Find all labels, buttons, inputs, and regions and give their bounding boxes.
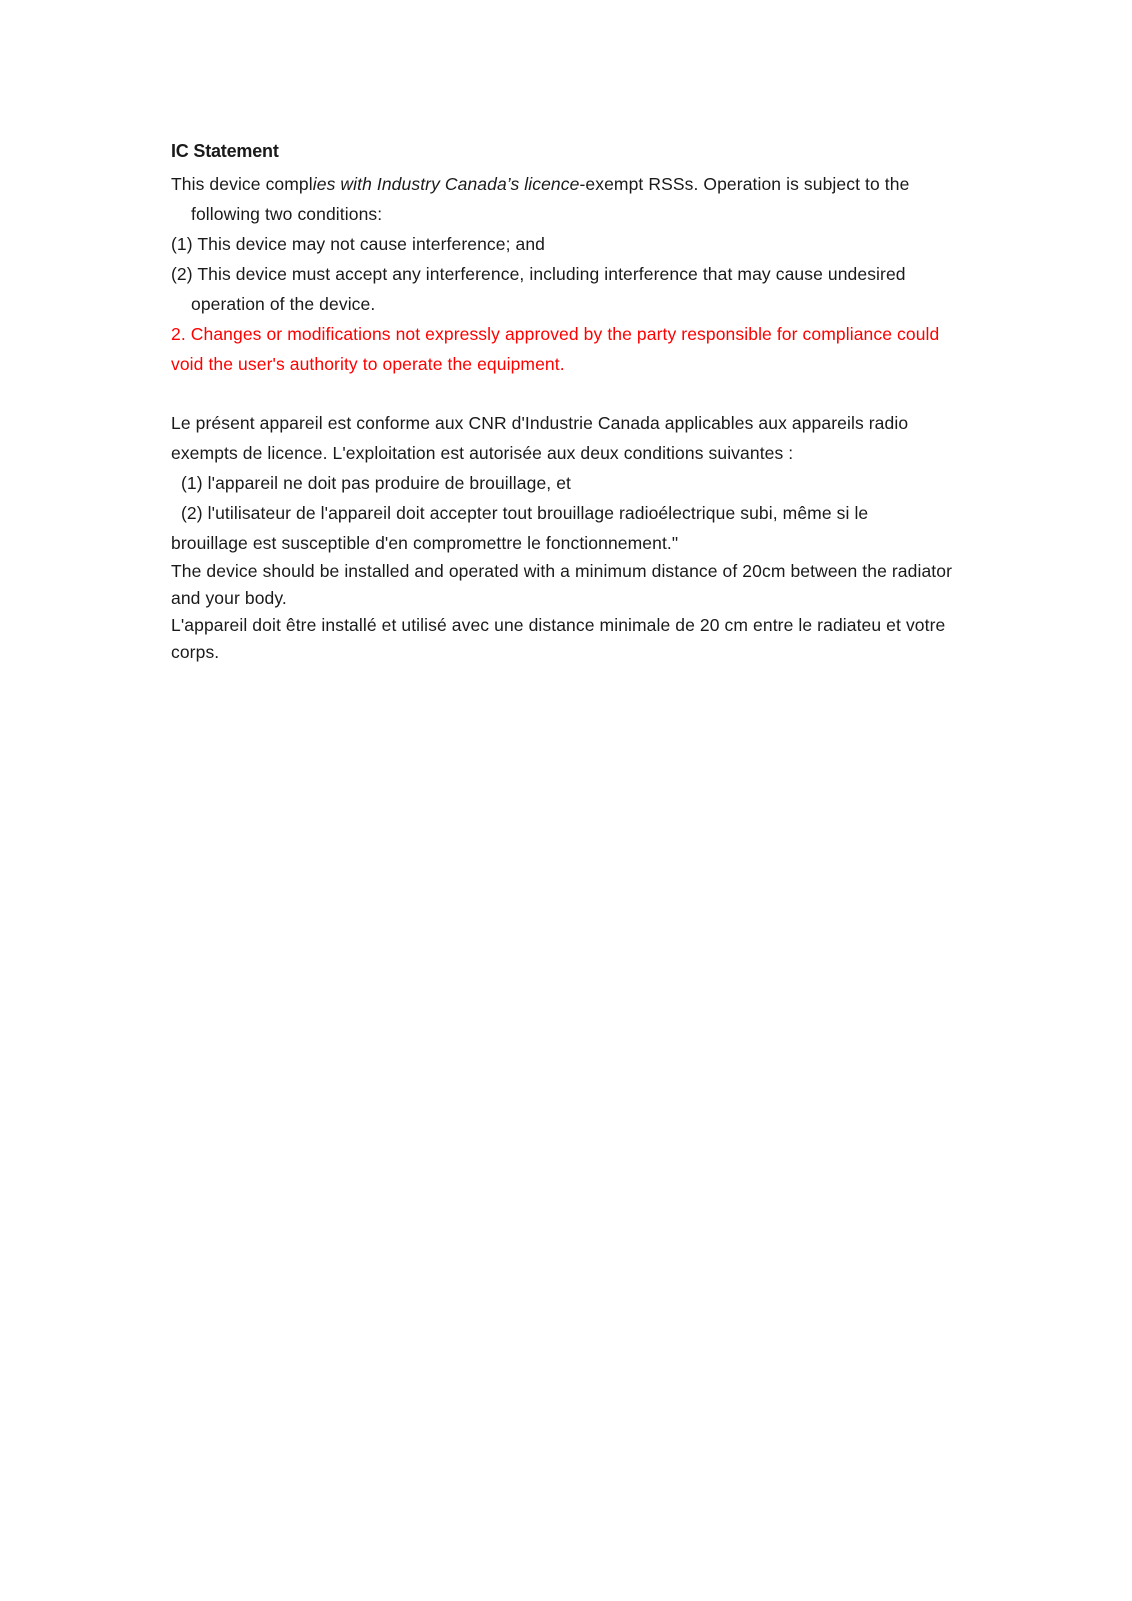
en-compliance-part-2: ies with Industry Canada’s licence <box>312 174 580 194</box>
fr-distance-statement: L'appareil doit être installé et utilisé avec une distance minimale de 20 cm entre le radiateu et votre corps. <box>171 615 946 662</box>
en-compliance-part-3: -exempt RSSs. Operation is subject to the following two conditions: <box>191 174 910 224</box>
document-page <box>171 140 971 666</box>
fr-condition-1: (1) l'appareil ne doit pas produire de brouillage, et <box>181 473 571 493</box>
modification-warning: 2. Changes or modifications not expressly approved by the party responsible for compliance could void the user's authority to operate the equipment. <box>171 324 940 374</box>
en-distance-statement: The device should be installed and operated with a minimum distance of 20cm between the radiator and your body. <box>171 561 953 608</box>
fr-condition-2-line-2: brouillage est susceptible d'en compromettre le fonctionnement." <box>171 533 679 553</box>
fr-condition-2-line-1: (2) l'utilisateur de l'appareil doit accepter tout brouillage radioélectrique subi, même si le <box>181 503 869 523</box>
document-heading: IC Statement <box>171 141 279 161</box>
en-compliance-statement <box>171 169 971 229</box>
fr-compliance-statement: Le présent appareil est conforme aux CNR d'Industrie Canada applicables aux appareils radio exempts de licence. L'exploitation est autorisée aux deux conditions suivantes : <box>171 413 909 463</box>
en-condition-1: (1) This device may not cause interference; and <box>171 234 546 254</box>
section-gap <box>171 379 971 408</box>
en-compliance-part-1: This device compl <box>171 174 313 194</box>
en-condition-2: (2) This device must accept any interference, including interference that may cause undesired operation of the device. <box>171 264 906 314</box>
